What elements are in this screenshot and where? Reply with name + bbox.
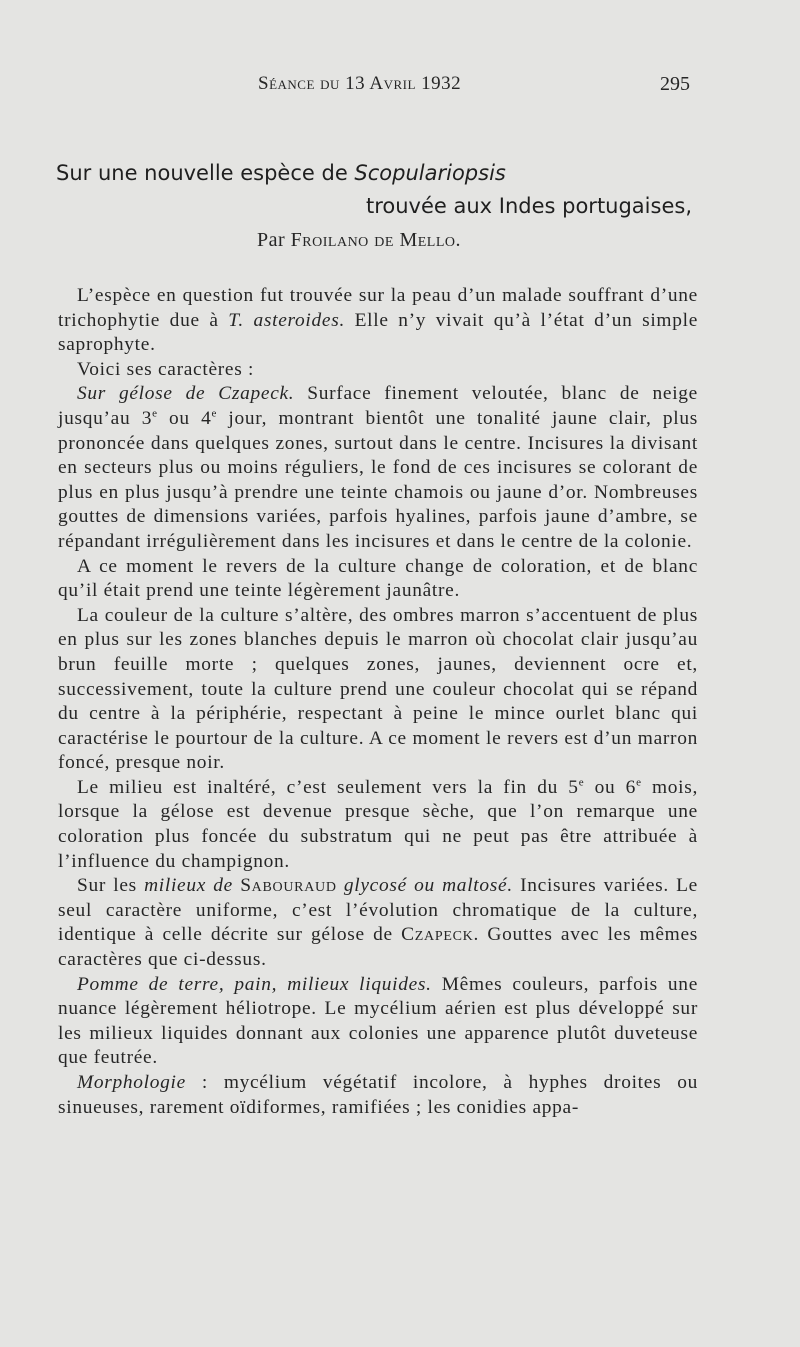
paragraph-8-heading: Pomme de terre, pain, milieux liquides.: [77, 973, 432, 995]
paragraph-7-text-a: Sur les: [77, 875, 145, 897]
paragraph-7-text-d: Incisures variées. Le seul caractère uniforme, c’est l’évolution chromatique de la culture, identique à celle décrite sur gélose de: [58, 875, 698, 946]
ordinal-sup: e: [211, 407, 218, 420]
article-title-line2: trouvée aux Indes portugaises,: [365, 194, 692, 218]
ordinal-sup: e: [578, 776, 585, 789]
page-header: [0, 73, 800, 99]
paragraph-6: [58, 776, 698, 874]
paragraph-9-heading: Morphologie: [77, 1072, 186, 1093]
byline-prefix: Par: [257, 229, 291, 251]
author-name-czapeck: Czapeck.: [401, 924, 480, 946]
paragraph-7-space: [337, 875, 344, 896]
paragraph-3: [58, 382, 698, 554]
paragraph-6-text-c: mois, lorsque la gélose est devenue presque sèche, que l’on remarque une coloration plus foncée du substratum qui ne peut pas être attribuée à l’influence du champignon.: [58, 776, 699, 872]
paragraph-3-text-a: Surface finement veloutée, blanc de neige jusqu’au 3: [58, 383, 698, 429]
paragraph-4: A ce moment le revers de la culture change de coloration, et de blanc qu’il était prend une teinte légèrement jaunâtre.: [58, 555, 698, 602]
article-title-line1: [56, 161, 506, 185]
paragraph-7: [58, 874, 698, 972]
paragraph-1-text: L’espèce en question fut trouvée sur la peau d’un malade souffrant d’une trichophytie due à: [58, 285, 698, 331]
paragraph-1: [58, 284, 698, 358]
page-number: 295: [660, 73, 690, 95]
paragraph-3-text-c: jour, montrant bientôt une tonalité jaune clair, plus prononcée dans quelques zones, surtout dans le centre. Incisures la divisant en secteurs plus ou moins réguliers, le fond de ces incisures se colorant de plus en plus jusqu’à prendre une teinte chamois ou jaune d’or. Nombreuses gouttes de dimensions variées, parfois hyalines, parfois jaune d’ambre, se répandant irrégulièrement dans les incisures et dans le centre de la colonie.: [58, 407, 698, 552]
byline: [257, 229, 461, 252]
species-name: T. asteroides.: [228, 309, 346, 331]
paragraph-6-text-b: ou 6: [584, 776, 637, 798]
ordinal-sup: e: [152, 407, 158, 420]
running-head: Séance du 13 Avril 1932: [258, 73, 462, 94]
paragraph-8-text: Mêmes couleurs, parfois une nuance légèrement héliotrope. Le mycélium aérien est plus développé sur les milieux liquides donnant aux colonies une apparence plutôt duveteuse que feutrée.: [58, 973, 698, 1069]
paragraph-5: La couleur de la culture s’altère, des ombres marron s’accentuent de plus en plus sur les zones blanches depuis le marron où chocolat clair jusqu’au brun feuille morte ; quelques zones, jaunes, deviennent ocre et, successivement, toute la culture prend une couleur chocolat qui se répand du centre à la périphérie, respectant à peine le mince ourlet blanc qui caractérise le pourtour de la culture. A ce moment le revers est d’un marron foncé, presque noir.: [58, 604, 698, 774]
paragraph-2: Voici ses caractères :: [77, 358, 255, 380]
paragraph-1-end: Elle n’y vivait qu’à l’état d’un simple saprophyte.: [58, 309, 699, 356]
title-prefix: Sur une nouvelle espèce de: [56, 161, 355, 185]
paragraph-7-italic-1: milieux de: [144, 875, 233, 897]
paragraph-7-italic-2: glycosé ou maltosé.: [343, 875, 513, 897]
article-body: [58, 284, 698, 1120]
title-genus: Scopulariopsis: [354, 161, 506, 185]
paragraph-8: [58, 973, 698, 1071]
paragraph-3-text-b: ou 4: [157, 407, 212, 429]
paragraph-9-text: : mycélium végétatif incolore, à hyphes droites ou sinueuses, rarement oïdiformes, ramifiées ; les conidies appa-: [58, 1072, 698, 1118]
byline-author: Froilano de Mello.: [290, 229, 461, 251]
paragraph-7-text-e: Gouttes avec les mêmes caractères que ci-dessus.: [58, 924, 698, 971]
paragraph-6-text-a: Le milieu est inaltéré, c’est seulement vers la fin du 5: [77, 776, 579, 798]
ordinal-sup: e: [636, 776, 642, 789]
paragraph-9: [58, 1071, 698, 1120]
paragraph-3-heading: Sur gélose de Czapeck.: [77, 383, 295, 405]
author-name-sabouraud: Sabouraud: [240, 875, 337, 897]
